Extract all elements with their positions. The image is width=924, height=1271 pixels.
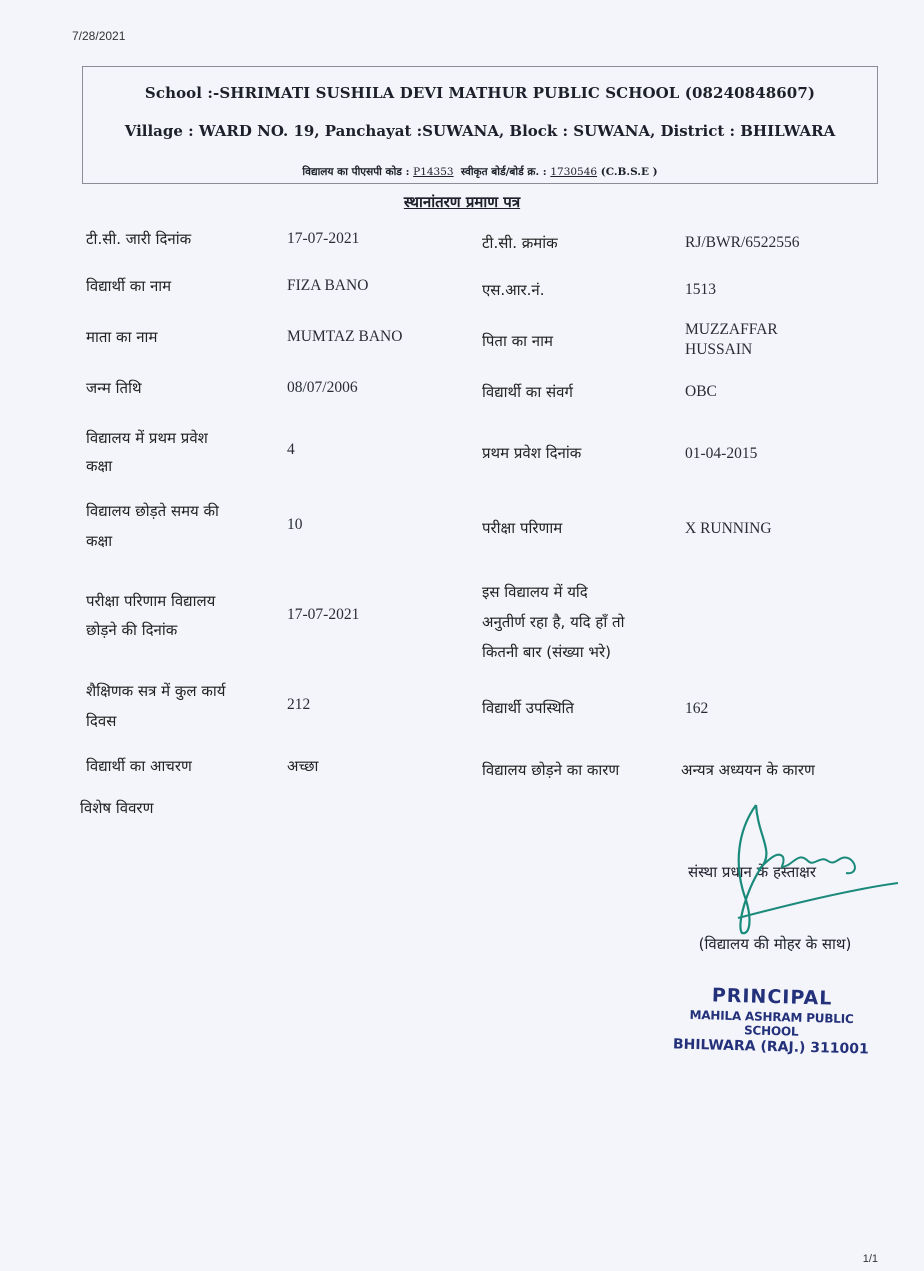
tc-date-value: 17-07-2021 [287, 230, 360, 247]
board-label: स्वीकृत बोर्ड/बोर्ड क्र. : [453, 166, 551, 178]
school-codes [83, 165, 877, 179]
attendance-label: विद्यार्थी उपस्थिति [482, 699, 574, 717]
sr-number-value: 1513 [685, 281, 716, 298]
dob-value: 08/07/2006 [287, 379, 358, 396]
stamp-city: BHILWARA (RAJ.) 311001 [672, 1036, 869, 1058]
leaving-reason-value: अन्यत्र अध्ययन के कारण [681, 761, 815, 779]
failed-times-label: इस विद्यालय में यदि अनुतीर्ण रहा है, यदि हाँ तो कितनी बार (संख्या भरे) [482, 583, 625, 661]
result-leaving-date-label: परीक्षा परिणाम विद्यालय छोड़ने की दिनांक [86, 592, 216, 639]
document-title: स्थानांतरण प्रमाण पत्र [403, 193, 521, 211]
student-name-value: FIZA BANO [287, 277, 369, 294]
leaving-class-label: विद्यालय छोड़ते समय की कक्षा [86, 502, 219, 550]
tc-date-label: टी.सी. जारी दिनांक [86, 230, 192, 248]
working-days-label: शैक्षिणक सत्र में कुल कार्य दिवस [86, 682, 226, 730]
first-admission-class-value: 4 [287, 441, 295, 458]
board-code: 1730546 [550, 166, 598, 178]
result-leaving-date-value: 17-07-2021 [287, 606, 360, 623]
signature-label: संस्था प्रधान के हस्ताक्षर [688, 863, 817, 881]
school-name: School :-SHRIMATI SUSHILA DEVI MATHUR PUBLIC SCHOOL (08240848607) [144, 84, 816, 102]
board-name: (C.B.S.E ) [597, 166, 658, 178]
first-admission-date-value: 01-04-2015 [685, 445, 758, 462]
category-value: OBC [685, 383, 717, 400]
page-number: 1/1 [862, 1253, 878, 1265]
dob-label: जन्म तिथि [86, 379, 142, 397]
sr-number-label: एस.आर.नं. [482, 281, 545, 299]
father-name-label: पिता का नाम [482, 332, 553, 350]
special-remarks-label: विशेष विवरण [80, 799, 154, 817]
print-date: 7/28/2021 [72, 29, 126, 43]
exam-result-label: परीक्षा परिणाम [482, 519, 563, 537]
school-address: Village : WARD NO. 19, Panchayat :SUWANA, Block : SUWANA, District : BHILWARA [124, 122, 836, 140]
student-name-label: विद्यार्थी का नाम [86, 277, 172, 295]
father-name-value: MUZZAFFAR HUSSAIN [685, 321, 778, 358]
exam-result-value: X RUNNING [685, 520, 772, 537]
mother-name-value: MUMTAZ BANO [287, 328, 403, 345]
leaving-reason-label: विद्यालय छोड़ने का कारण [482, 761, 620, 779]
category-label: विद्यार्थी का संवर्ग [482, 383, 573, 401]
first-admission-date-label: प्रथम प्रवेश दिनांक [482, 444, 582, 462]
principal-signature [728, 795, 903, 940]
school-header [82, 66, 878, 184]
psp-code: P14353 [413, 166, 454, 178]
stamp-title: PRINCIPAL [711, 984, 833, 1010]
attendance-value: 162 [685, 700, 709, 717]
seal-note: (विद्यालय की मोहर के साथ) [698, 935, 852, 953]
mother-name-label: माता का नाम [86, 328, 158, 346]
leaving-class-value: 10 [287, 516, 303, 533]
working-days-value: 212 [287, 696, 311, 713]
first-admission-class-label: विद्यालय में प्रथम प्रवेश कक्षा [86, 429, 208, 475]
conduct-label: विद्यार्थी का आचरण [86, 757, 192, 775]
psp-label: विद्यालय का पीएसपी कोड : [302, 166, 414, 178]
tc-number-value: RJ/BWR/6522556 [685, 234, 800, 251]
conduct-value: अच्छा [287, 757, 319, 775]
tc-number-label: टी.सी. क्रमांक [482, 234, 558, 252]
principal-stamp [663, 983, 880, 1058]
stamp-school: MAHILA ASHRAM PUBLIC SCHOOL [689, 1007, 854, 1039]
